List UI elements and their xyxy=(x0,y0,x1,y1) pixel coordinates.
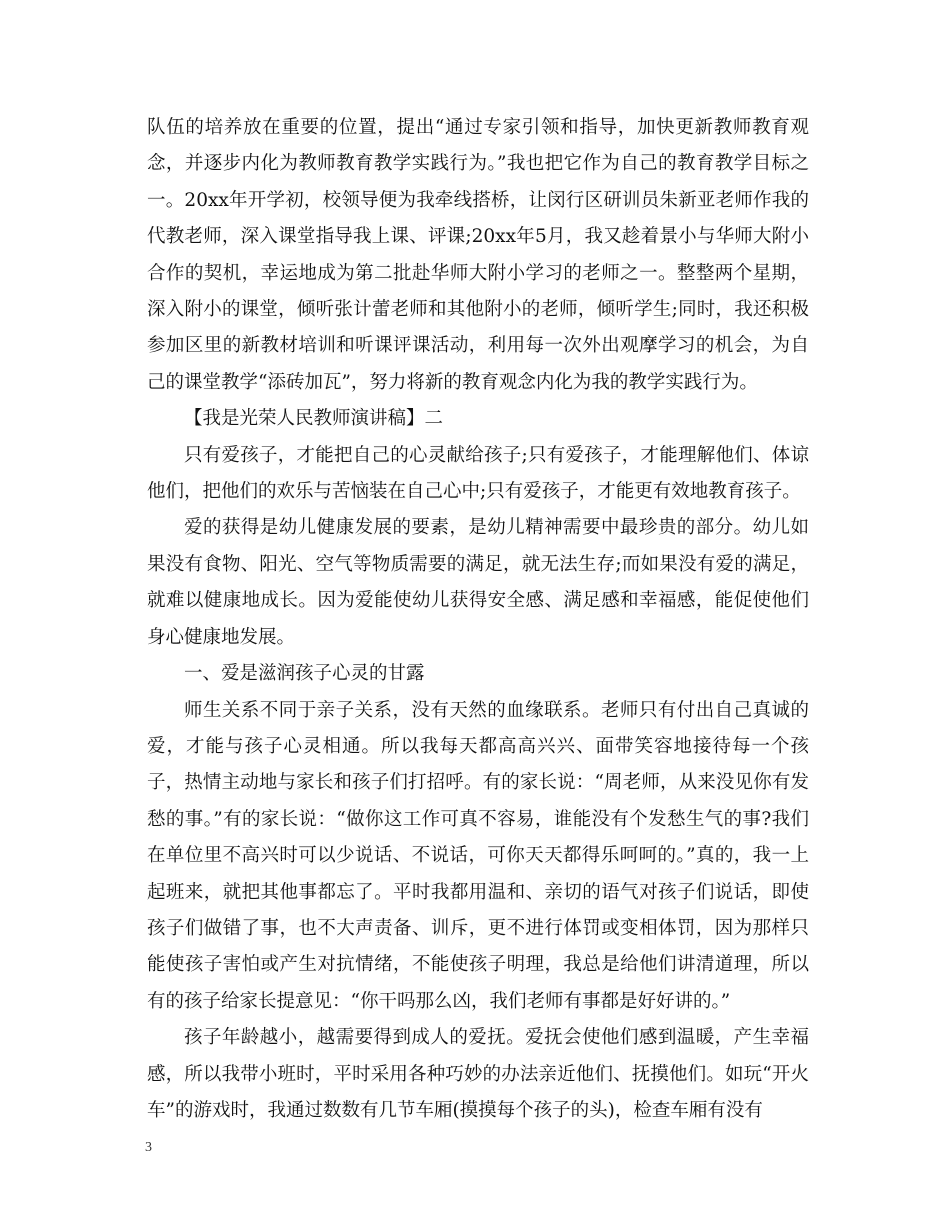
section-heading: 【我是光荣人民教师演讲稿】二 xyxy=(184,408,444,430)
body-paragraph: 师生关系不同于亲子关系，没有天然的血缘联系。老师只有付出自己真诚的爱，才能与孩子心灵相通。所以我每天都高高兴兴、面带笑容地接待每一个孩子，热情主动地与家长和孩子们打招呼。有的家长说：“周老师，从来没见你有发愁的事。”有的家长说：“做你这工作可真不容易，谁能没有个发愁生气的事?我们在单位里不高兴时可以少说话、不说话，可你天天都得乐呵呵的。”真的，我一上起班来，就把其他事都忘了。平时我都用温和、亲切的语气对孩子们说话，即使孩子们做错了事，也不大声责备、训斥，更不进行体罚或变相体罚，因为那样只能使孩子害怕或产生对抗情绪，不能使孩子明理，我总是给他们讲清道理，所以有的孩子给家长提意见：“你干吗那么凶，我们老师有事都是好好讲的。” xyxy=(147,699,809,1012)
document-body xyxy=(147,110,809,1129)
body-paragraph: 孩子年龄越小，越需要得到成人的爱抚。爱抚会使他们感到温暖，产生幸福感，所以我带小班时，平时采用各种巧妙的办法亲近他们、抚摸他们。如玩“开火车”的游戏时，我通过数数有几节车厢(摸摸每个孩子的头)，检查车厢有没有 xyxy=(147,1027,809,1121)
body-paragraph: 只有爱孩子，才能把自己的心灵献给孩子;只有爱孩子，才能理解他们、体谅他们，把他们的欢乐与苦恼装在自己心中;只有爱孩子，才能更有效地教育孩子。 xyxy=(147,444,809,503)
body-paragraph: 队伍的培养放在重要的位置，提出“通过专家引领和指导，加快更新教师教育观念，并逐步内化为教师教育教学实践行为。”我也把它作为自己的教育教学目标之一。20xx年开学初，校领导便为我牵线搭桥，让闵行区研训员朱新亚老师作我的代教老师，深入课堂指导我上课、评课;20xx年5月，我又趁着景小与华师大附小合作的契机，幸运地成为第二批赴华师大附小学习的老师之一。整整两个星期，深入附小的课堂，倾听张计蕾老师和其他附小的老师，倾听学生;同时，我还积极参加区里的新教材培训和听课评课活动，利用每一次外出观摩学习的机会，为自己的课堂教学“添砖加瓦”，努力将新的教育观念内化为我的教学实践行为。 xyxy=(147,117,809,393)
page-number: 3 xyxy=(145,1140,152,1155)
subsection-heading: 一、爱是滋润孩子心灵的甘露 xyxy=(184,663,425,685)
body-paragraph: 爱的获得是幼儿健康发展的要素，是幼儿精神需要中最珍贵的部分。幼儿如果没有食物、阳光、空气等物质需要的满足，就无法生存;而如果没有爱的满足，就难以健康地成长。因为爱能使幼儿获得安全感、满足感和幸福感，能促使他们身心健康地发展。 xyxy=(147,517,809,648)
